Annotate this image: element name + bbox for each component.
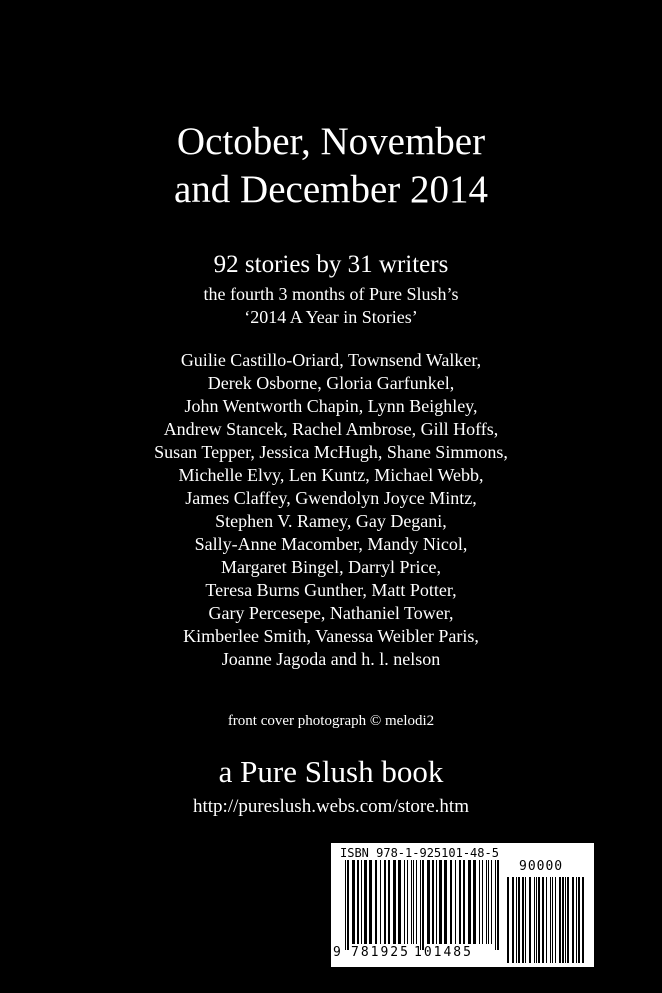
barcode-bar xyxy=(375,860,377,944)
barcode-bar xyxy=(416,860,417,944)
isbn-label: ISBN 978-1-925101-48-5 xyxy=(340,846,499,860)
barcode-bar xyxy=(463,860,465,944)
barcode-bar xyxy=(497,860,499,950)
barcode-bar xyxy=(364,860,367,944)
barcode-bar xyxy=(486,860,487,944)
barcode-bar xyxy=(380,860,381,944)
barcode-bar xyxy=(427,860,430,944)
writers-line: James Claffey, Gwendolyn Joyce Mintz, xyxy=(185,488,477,508)
barcode-bar xyxy=(384,860,386,944)
barcode-bar xyxy=(450,860,452,944)
isbn-barcode xyxy=(331,843,594,967)
writers-line: Susan Tepper, Jessica McHugh, Shane Simmons, xyxy=(154,442,508,462)
barcode-bar xyxy=(439,860,442,944)
publisher-brand: a Pure Slush book xyxy=(218,754,444,789)
barcode-bar xyxy=(432,860,434,944)
writers-line: John Wentworth Chapin, Lynn Beighley, xyxy=(184,396,478,416)
barcode-digits xyxy=(331,945,594,963)
writers-line: Margaret Bingel, Darryl Price, xyxy=(220,557,442,577)
writers-line: Guilie Castillo-Oriard, Townsend Walker, xyxy=(180,350,482,370)
barcode-bar xyxy=(479,860,480,944)
barcode-bar xyxy=(482,860,483,944)
barcode-bar xyxy=(495,860,496,950)
addon-number: 90000 xyxy=(519,859,564,874)
writers-line: Sally-Anne Macomber, Mandy Nicol, xyxy=(194,534,468,554)
title-line-2: and December 2014 xyxy=(173,168,489,211)
barcode-bar xyxy=(468,860,471,944)
barcode-bar xyxy=(459,860,461,944)
tagline-line-2: ‘2014 A Year in Stories’ xyxy=(244,307,418,327)
page-title xyxy=(0,118,662,214)
tagline-line-1: the fourth 3 months of Pure Slush’s xyxy=(203,284,459,304)
barcode-bar xyxy=(369,860,372,944)
barcode-bar xyxy=(411,860,412,944)
barcode-digit-first: 9 xyxy=(333,945,341,960)
writers-line: Michelle Elvy, Len Kuntz, Michael Webb, xyxy=(178,465,484,485)
store-url: http://pureslush.webs.com/store.htm xyxy=(192,796,469,817)
barcode-bar xyxy=(473,860,476,944)
barcode-bar xyxy=(488,860,489,944)
tagline xyxy=(0,283,662,329)
barcode-bar xyxy=(345,860,346,950)
barcode-bar xyxy=(444,860,447,944)
stories-count: 92 stories by 31 writers xyxy=(213,251,449,278)
barcode-bar xyxy=(398,860,401,944)
barcode-bar xyxy=(361,860,362,944)
writers-line: Teresa Burns Gunther, Matt Potter, xyxy=(205,580,457,600)
barcode-bar xyxy=(491,860,492,944)
barcode-bar xyxy=(420,860,421,950)
writers-line: Derek Osborne, Gloria Garfunkel, xyxy=(207,373,455,393)
barcode-bar xyxy=(407,860,408,944)
barcode-bar xyxy=(388,860,390,944)
writers-line: Kimberlee Smith, Vanessa Weibler Paris, xyxy=(183,626,479,646)
barcode-bar xyxy=(455,860,456,944)
barcode-bar xyxy=(404,860,405,944)
barcode-bar xyxy=(347,860,349,950)
writers-list xyxy=(0,349,662,671)
writers-line: Joanne Jagoda and h. l. nelson xyxy=(221,649,441,669)
writers-line: Stephen V. Ramey, Gay Degani, xyxy=(215,511,447,531)
barcode-bar xyxy=(422,860,424,950)
writers-line: Gary Percesepe, Nathaniel Tower, xyxy=(208,603,454,623)
barcode-bar xyxy=(393,860,396,944)
barcode-bar xyxy=(352,860,355,944)
barcode-bar xyxy=(436,860,437,944)
title-line-1: October, November xyxy=(176,120,486,163)
cover-credit: front cover photograph © melodi2 xyxy=(227,713,435,729)
writers-line: Andrew Stancek, Rachel Ambrose, Gill Hoffs, xyxy=(163,419,499,439)
barcode-digits-left: 781925 xyxy=(351,945,410,960)
barcode-bar xyxy=(357,860,359,944)
barcode-digits-right: 101485 xyxy=(414,945,473,960)
barcode-bar xyxy=(413,860,414,944)
